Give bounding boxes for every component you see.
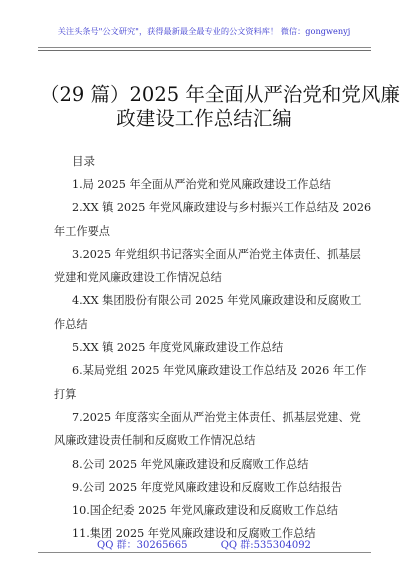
toc-item-text: 7.2025 年度落实全面从严治党主体责任、抓基层党建、党 [72, 410, 361, 424]
header-banner: 关注头条号"公文研究"，获得最新最全最专业的公文资料库！ 微信：gongwenyj [57, 26, 351, 36]
header-rule-thin [38, 47, 371, 48]
toc-item-text: 5.XX 镇 2025 年度党风廉政建设工作总结 [72, 341, 284, 355]
toc-item [54, 406, 362, 453]
toc-item-text: 8.公司 2025 年党风廉政建设和反腐败工作总结 [72, 457, 309, 471]
toc-item-text-continued: 作总结 [54, 317, 88, 331]
header-rule-thick [38, 50, 371, 51]
toc-list [54, 173, 372, 546]
toc-item-text: 6.某局党组 2025 年党风廉政建设工作总结及 2026 年工作 [72, 364, 367, 378]
toc-item-text: 3.2025 年党组织书记落实全面从严治党主体责任、抓基层 [72, 247, 361, 261]
toc-item-text: 2.XX 镇 2025 年党风廉政建设与乡村振兴工作总结及 2026 [72, 201, 372, 215]
toc-item-text: 9.公司 2025 年度党风廉政建设和反腐败工作总结报告 [72, 480, 343, 494]
toc-item [72, 499, 362, 522]
footer-qq-group-2: QQ 群:535304092 [220, 540, 311, 551]
toc-item [72, 173, 362, 196]
toc-item-text-continued: 党建和党风廉政建设工作情况总结 [54, 271, 222, 285]
toc-item-text-continued: 风廉政建设责任制和反腐败工作情况总结 [54, 434, 256, 448]
toc-item [54, 289, 362, 336]
table-of-contents [54, 150, 372, 546]
footer-contact [0, 536, 408, 551]
toc-item [54, 243, 362, 290]
toc-item [72, 453, 362, 476]
footer-rule [38, 552, 371, 553]
toc-item-text-continued: 打算 [54, 387, 77, 401]
title-line-1: （29 篇）2025 年全面从严治党和党风廉 [40, 83, 400, 106]
toc-item [72, 476, 362, 499]
toc-item [54, 196, 372, 243]
toc-heading: 目录 [72, 154, 95, 168]
toc-item-text: 10.国企纪委 2025 年党风廉政建设和反腐败工作总结 [72, 504, 338, 518]
toc-item-text: 11.集团 2025 年党风廉政建设和反腐败工作总结 [72, 527, 316, 541]
toc-item-text: 1.局 2025 年全面从严治党和党风廉政建设工作总结 [72, 178, 331, 191]
toc-item-text-continued: 年工作要点 [54, 224, 110, 238]
document-title [40, 83, 400, 131]
toc-item [54, 359, 367, 406]
title-line-2: 政建设工作总结汇编 [116, 107, 292, 130]
toc-item-text: 4.XX 集团股份有限公司 2025 年党风廉政建设和反腐败工 [72, 294, 362, 308]
footer-qq-group-1: QQ 群：30265665 [97, 540, 188, 551]
toc-item [72, 336, 362, 359]
